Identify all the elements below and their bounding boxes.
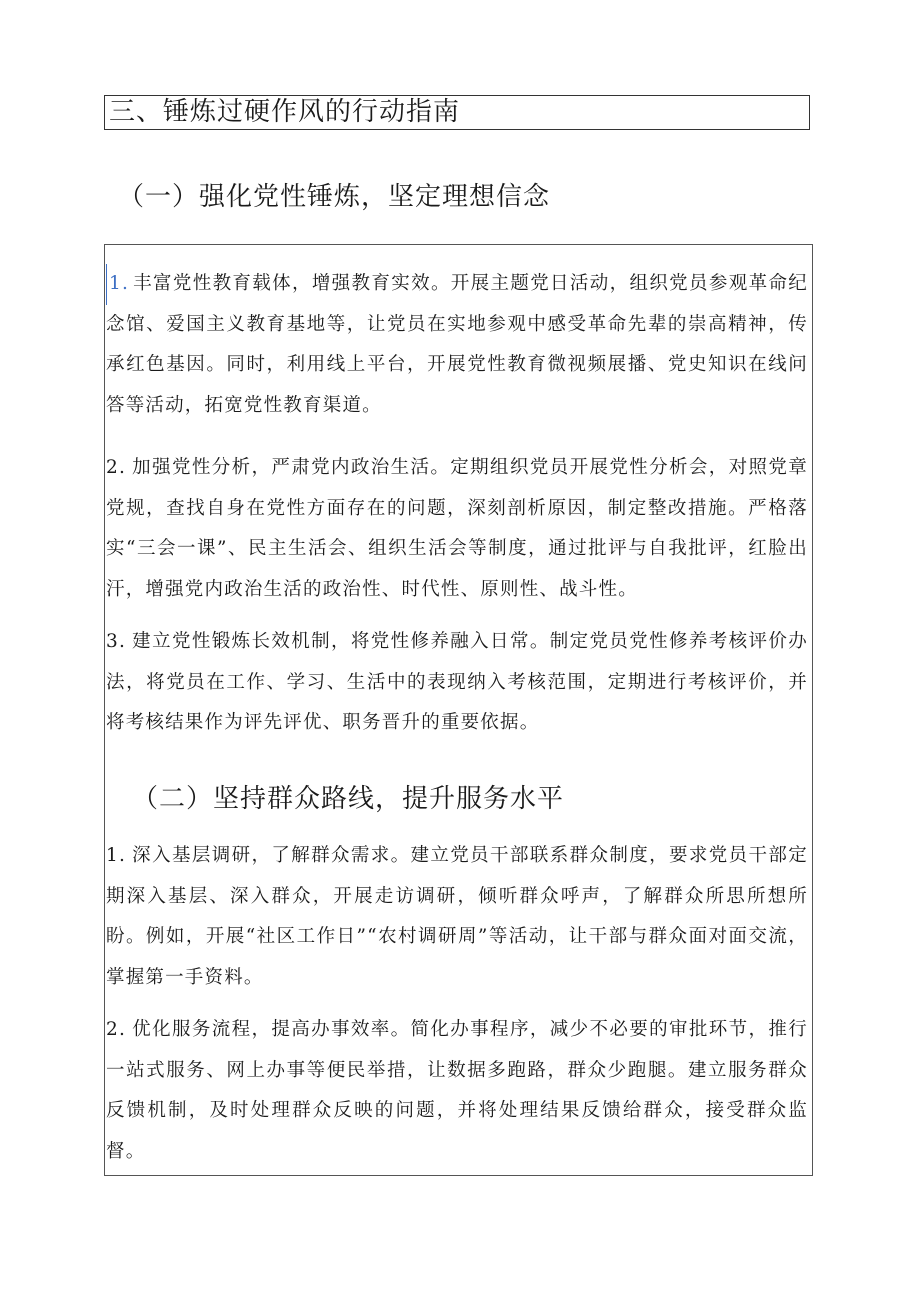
item-number: 2. <box>106 457 127 478</box>
list-item <box>106 836 808 998</box>
section-heading: 三、锤炼过硬作风的行动指南 <box>104 95 810 130</box>
item-number: 1. <box>106 264 133 305</box>
list-item <box>106 264 808 426</box>
item-text: 建立党性锻炼长效机制，将党性修养融入日常。制定党员党性修养考核评价办法，将党员在工作、学习、生活中的表现纳入考核范围，定期进行考核评价，并将考核结果作为评先评优、职务晋升的重要依据。 <box>106 631 808 733</box>
item-text: 加强党性分析，严肃党内政治生活。定期组织党员开展党性分析会，对照党章党规，查找自身在党性方面存在的问题，深刻剖析原因，制定整改措施。严格落实“三会一课”、民主生活会、组织生活会等制度，通过批评与自我批评，红脸出汗，增强党内政治生活的政治性、时代性、原则性、战斗性。 <box>106 457 808 600</box>
item-number: 2. <box>106 1019 127 1040</box>
item-text: 深入基层调研，了解群众需求。建立党员干部联系群众制度，要求党员干部定期深入基层、深入群众，开展走访调研，倾听群众呼声，了解群众所思所想所盼。例如，开展“社区工作日”“农村调研周”等活动，让干部与群众面对面交流，掌握第一手资料。 <box>106 845 808 988</box>
item-text: 优化服务流程，提高办事效率。简化办事程序，减少不必要的审批环节，推行一站式服务、网上办事等便民举措，让数据多跑路，群众少跑腿。建立服务群众反馈机制，及时处理群众反映的问题，并将处理结果反馈给群众，接受群众监督。 <box>106 1019 808 1162</box>
subsection-title-1: （一）强化党性锤炼，坚定理想信念 <box>118 182 551 212</box>
list-item <box>106 448 808 610</box>
subsection-title-2: （二）坚持群众路线，提升服务水平 <box>132 784 565 814</box>
item-number: 3. <box>106 631 127 652</box>
item-text: 丰富党性教育载体，增强教育实效。开展主题党日活动，组织党员参观革命纪念馆、爱国主义教育基地等，让党员在实地参观中感受革命先辈的崇高精神，传承红色基因。同时，利用线上平台，开展党性教育微视频展播、党史知识在线问答等活动，拓宽党性教育渠道。 <box>106 273 808 416</box>
list-item <box>106 622 808 744</box>
item-number: 1. <box>106 845 127 866</box>
list-item <box>106 1010 808 1172</box>
